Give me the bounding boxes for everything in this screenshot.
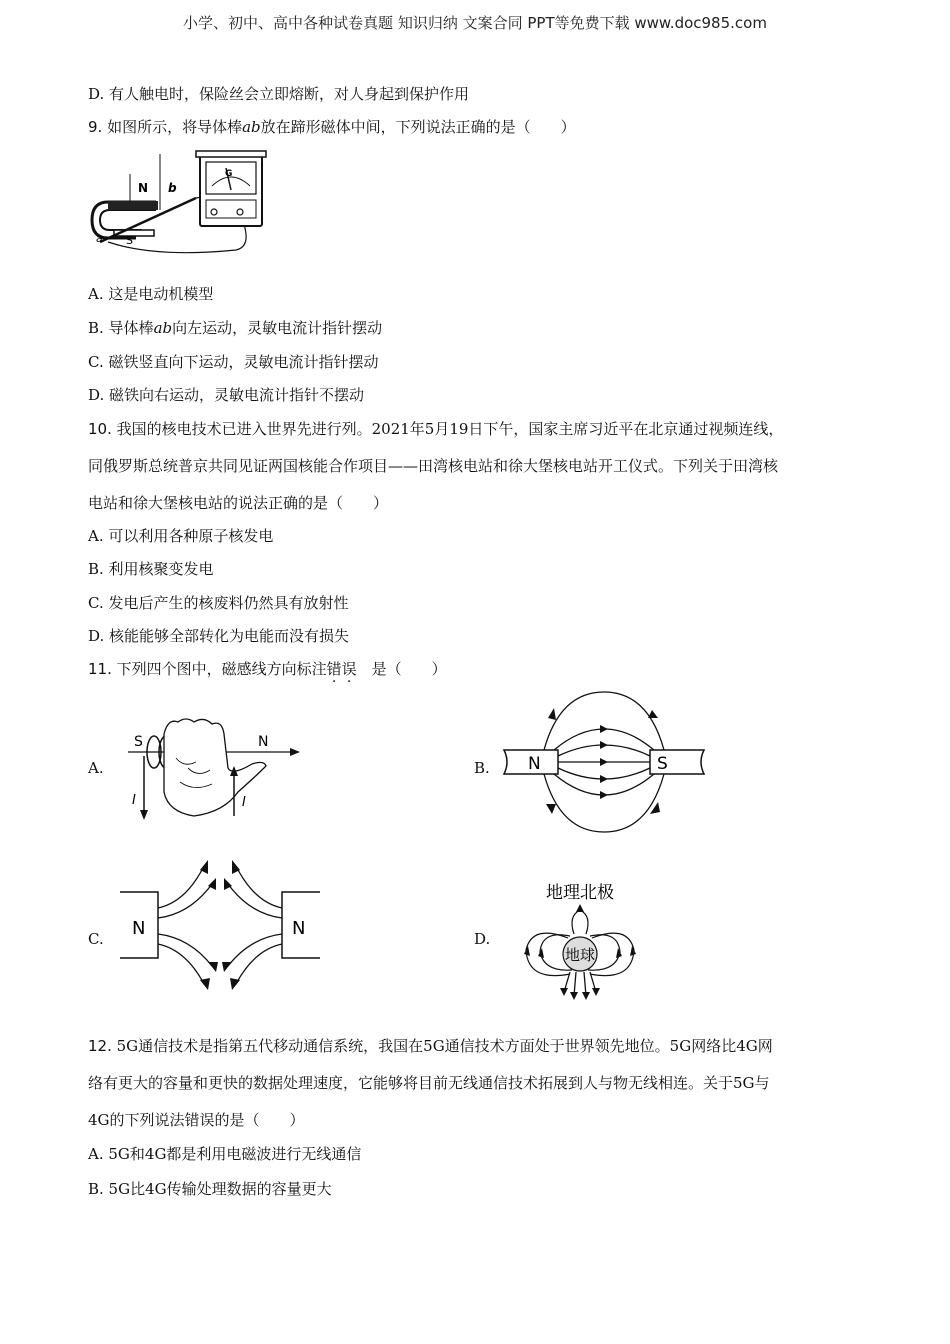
q9-option-a: A. 这是电动机模型 <box>88 285 214 303</box>
magnet-n-pole <box>108 201 158 210</box>
q11-number: 11. <box>88 660 112 678</box>
q10-option-c: C. 发电后产生的核废料仍然具有放射性 <box>88 594 349 612</box>
field-arrows <box>546 708 660 814</box>
label-g: G <box>225 169 233 179</box>
label-n: N <box>258 734 269 750</box>
q9-option-b <box>88 318 382 338</box>
q12-stem-line1 <box>88 1036 773 1056</box>
label-n: N <box>138 181 149 195</box>
q12-stem-line2: 络有更大的容量和更快的数据处理速度，它能够将目前无线通信技术拓展到人与物无线相连。关于5G与 <box>88 1074 770 1092</box>
q9-stem-ab: ab <box>242 118 261 136</box>
q10-option-d: D. 核能能够全部转化为电能而没有损失 <box>88 627 350 645</box>
q12-stem-line3: 4G的下列说法错误的是（ ） <box>88 1111 305 1129</box>
q9-stem-post: 放在蹄形磁体中间，下列说法正确的是（ ） <box>260 118 576 136</box>
label-n-right: N <box>292 918 306 939</box>
terminal-left <box>211 209 217 215</box>
q12-number: 12. <box>88 1037 112 1055</box>
q12-line1-text: 5G通信技术是指第五代移动通信系统，我国在5G通信技术方面处于世界领先地位。5G网络比4G网 <box>111 1037 773 1055</box>
label-i-left: I <box>132 793 136 808</box>
right-hand <box>164 719 269 816</box>
lead-left-arrow <box>140 810 148 820</box>
label-i-right: I <box>242 795 246 810</box>
label-n: N <box>528 754 541 774</box>
galvanometer-top <box>196 151 266 157</box>
south-lines <box>564 972 596 996</box>
label-b: b <box>168 181 177 195</box>
q11-label-d: D. <box>474 930 491 948</box>
q11-stem-pre: 下列四个图中，磁感线方向标注 <box>111 660 327 678</box>
axis-arrowhead <box>290 748 300 756</box>
q8-option-d: D. 有人触电时，保险丝会立即熔断，对人身起到保护作用 <box>88 85 470 103</box>
earth-label: 地球 <box>564 946 596 964</box>
q11-label-a: A. <box>88 759 104 777</box>
geographic-north-label: 地理北极 <box>546 883 614 903</box>
field-lines <box>158 866 282 984</box>
q11-stem <box>88 659 447 679</box>
q11-figure-d <box>518 876 642 1004</box>
q9-stem <box>88 117 576 137</box>
q11-label-c: C. <box>88 930 104 948</box>
q11-figure-a <box>124 712 304 830</box>
q10-line1-text: 我国的核电技术已进入世界先进行列。2021年5月19日下午，国家主席习近平在北京通过视频连线， <box>111 420 784 438</box>
q12-option-a: A. 5G和4G都是利用电磁波进行无线通信 <box>88 1145 362 1163</box>
q11-figure-b <box>500 688 710 836</box>
q11-stem-post: 是（ ） <box>356 660 447 678</box>
q9-option-c: C. 磁铁竖直向下运动，灵敏电流计指针摆动 <box>88 353 379 371</box>
south-arrows <box>560 988 600 1000</box>
q9-stem-pre: 如图所示，将导体棒 <box>102 118 243 136</box>
q9-option-b-ab: ab <box>153 319 173 337</box>
q10-stem-line1 <box>88 419 783 439</box>
q10-option-b: B. 利用核聚变发电 <box>88 560 214 578</box>
q10-option-a: A. 可以利用各种原子核发电 <box>88 527 274 545</box>
q9-option-b-pre: B. 导体棒 <box>88 319 154 337</box>
q12-option-b: B. 5G比4G传输处理数据的容量更大 <box>88 1180 332 1198</box>
label-s: S <box>126 234 133 247</box>
q9-option-d: D. 磁铁向右运动，灵敏电流计指针不摆动 <box>88 386 365 404</box>
q11-label-b: B. <box>474 759 490 777</box>
q10-stem-line2: 同俄罗斯总统普京共同见证两国核能合作项目——田湾核电站和徐大堡核电站开工仪式。下列关于田湾核 <box>88 457 779 475</box>
q10-number: 10. <box>88 420 112 438</box>
terminal-right <box>237 209 243 215</box>
q11-emphasis-1: 错 <box>326 660 342 678</box>
label-s: S <box>657 754 668 774</box>
q9-option-b-post: 向左运动，灵敏电流计指针摆动 <box>172 319 383 337</box>
q11-figure-c <box>120 856 320 996</box>
q9-figure <box>86 146 286 266</box>
label-a: a <box>96 232 103 245</box>
field-arrows <box>200 860 240 990</box>
q9-number: 9. <box>88 118 103 136</box>
label-n-left: N <box>132 918 146 939</box>
q11-emphasis-2: 误 <box>341 660 357 678</box>
label-s: S <box>134 734 143 750</box>
q10-stem-line3: 电站和徐大堡核电站的说法正确的是（ ） <box>88 494 389 512</box>
page-header: 小学、初中、高中各种试卷真题 知识归纳 文案合同 PPT等免费下载 www.doc985.com <box>183 14 767 32</box>
